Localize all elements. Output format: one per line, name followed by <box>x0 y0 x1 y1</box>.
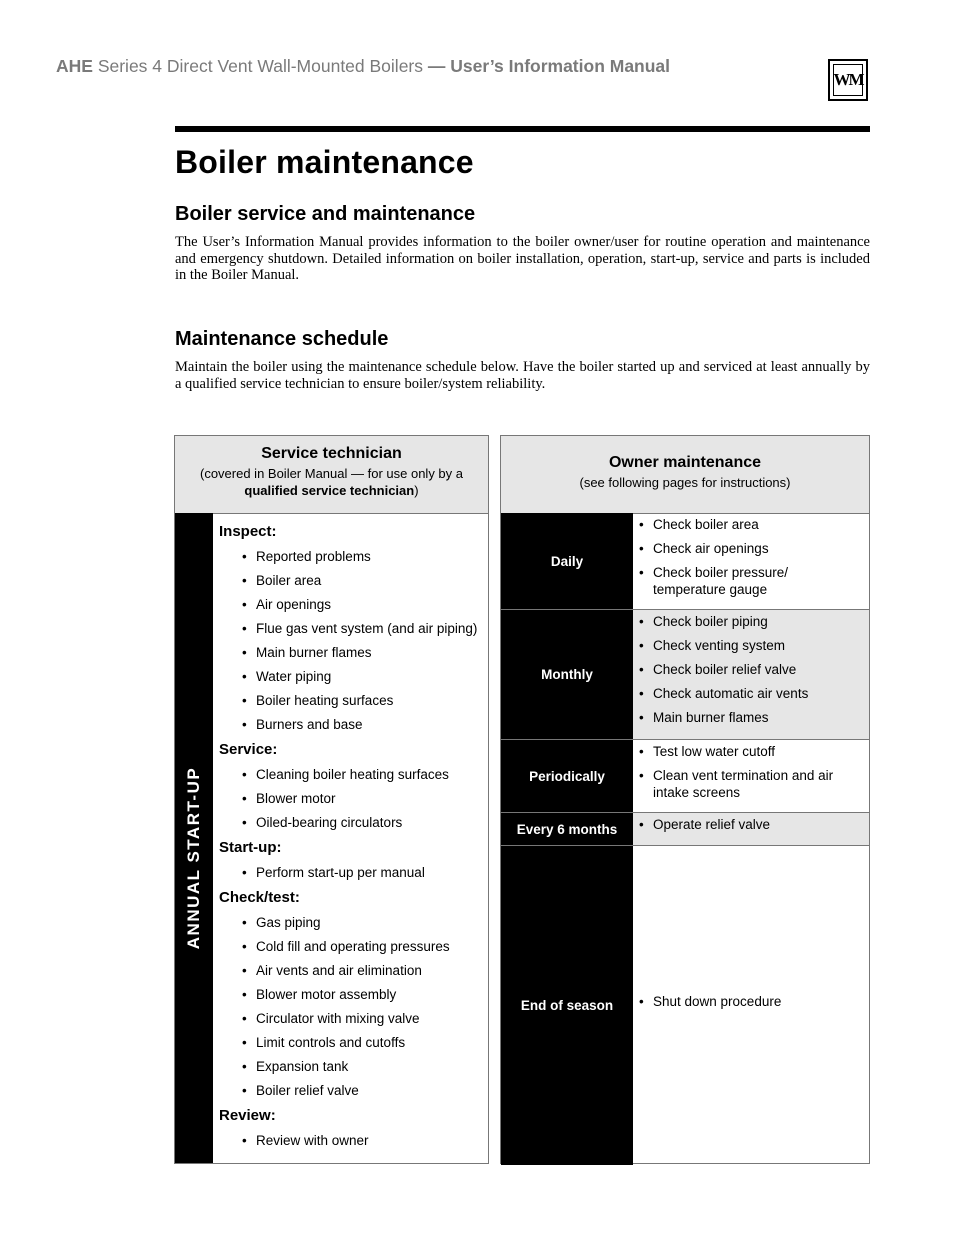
service-task-item: • Air openings <box>219 595 488 619</box>
owner-task-item: • Check boiler piping <box>633 614 869 631</box>
service-task-item: • Review with owner <box>219 1131 488 1155</box>
service-task-item: • Burners and base <box>219 715 488 739</box>
company-logo <box>828 59 868 101</box>
note-pre: (covered in Boiler Manual — for use only by a <box>199 466 463 481</box>
owner-maintenance-title: Owner maintenance <box>608 454 762 471</box>
owner-task-item: • Check air openings <box>633 541 869 558</box>
logo-mark: WM <box>833 64 863 96</box>
section-body-schedule: Maintain the boiler using the maintenance schedule below. Have the boiler started up and serviced at least annually by a qualified service technician to ensure boiler/system reliability. <box>175 359 870 392</box>
service-task-item: • Blower motor assembly <box>219 985 488 1009</box>
owner-task-item: • Operate relief valve <box>633 817 869 834</box>
service-task-item: • Cleaning boiler heating surfaces <box>219 765 488 789</box>
service-task-item: • Flue gas vent system (and air piping) <box>219 619 488 643</box>
owner-schedule-row <box>501 740 869 813</box>
owner-task-item: • Check automatic air vents <box>633 686 869 703</box>
service-technician-title: Service technician <box>261 445 402 462</box>
service-technician-table <box>174 435 489 1164</box>
owner-schedule-row <box>501 610 869 740</box>
owner-task-list <box>633 513 869 609</box>
service-section-title: Service: <box>219 741 278 758</box>
owner-task-item: • Main burner flames <box>633 710 869 727</box>
annual-startup-sidebar <box>175 513 213 1163</box>
section-heading-schedule: Maintenance schedule <box>175 328 389 350</box>
service-technician-header <box>175 436 488 514</box>
service-task-item: • Cold fill and operating pressures <box>219 937 488 961</box>
service-section-title: Check/test: <box>219 889 300 906</box>
owner-task-item: • Clean vent termination and air intake screens <box>633 768 869 801</box>
header-dash: — <box>427 56 446 76</box>
owner-task-list <box>633 740 869 812</box>
owner-maintenance-table <box>500 435 870 1164</box>
frequency-label: End of season <box>501 846 633 1165</box>
service-task-item: • Reported problems <box>219 547 488 571</box>
owner-task-item: • Check boiler pressure/ temperature gauge <box>633 565 869 598</box>
owner-schedule-row <box>501 846 869 1165</box>
service-task-item: • Boiler area <box>219 571 488 595</box>
owner-task-item: • Check venting system <box>633 638 869 655</box>
annual-startup-label: ANNUAL START-UP <box>184 766 203 950</box>
service-task-item: • Boiler heating surfaces <box>219 691 488 715</box>
frequency-label: Periodically <box>501 740 633 812</box>
owner-schedule-row <box>501 513 869 610</box>
service-task-item: • Blower motor <box>219 789 488 813</box>
frequency-label: Daily <box>501 513 633 609</box>
owner-task-item: • Test low water cutoff <box>633 744 869 761</box>
note-bold: qualified service technician <box>244 483 415 498</box>
service-section-title: Review: <box>219 1107 276 1124</box>
service-task-item: • Oiled-bearing circulators <box>219 813 488 837</box>
service-task-item: • Water piping <box>219 667 488 691</box>
running-header <box>56 56 816 77</box>
service-technician-note <box>175 465 488 499</box>
header-brand: AHE <box>56 56 93 76</box>
header-series: Series 4 Direct Vent Wall-Mounted Boilers <box>97 56 424 76</box>
service-task-item: • Air vents and air elimination <box>219 961 488 985</box>
owner-task-item: • Check boiler area <box>633 517 869 534</box>
section-heading-service: Boiler service and maintenance <box>175 203 476 225</box>
service-task-item: • Perform start-up per manual <box>219 863 488 887</box>
service-task-item: • Expansion tank <box>219 1057 488 1081</box>
service-task-item: • Gas piping <box>219 913 488 937</box>
frequency-label: Monthly <box>501 610 633 739</box>
section-body-service: The User’s Information Manual provides information to the boiler owner/user for routine operation and maintenance and emergency shutdown. Detailed information on boiler installation, operation, start-up, service and parts is included in the Boiler Manual. <box>175 234 870 283</box>
header-manual-title: User’s Information Manual <box>450 56 671 76</box>
owner-task-list <box>633 846 869 1165</box>
page-title: Boiler maintenance <box>175 144 474 180</box>
owner-task-item: • Check boiler relief valve <box>633 662 869 679</box>
title-rule <box>175 126 870 132</box>
service-section-title: Start-up: <box>219 839 282 856</box>
owner-task-list <box>633 813 869 845</box>
note-post: ) <box>414 483 419 498</box>
service-task-item: • Boiler relief valve <box>219 1081 488 1105</box>
service-task-list <box>219 521 488 1155</box>
owner-maintenance-note: (see following pages for instructions) <box>579 475 791 490</box>
service-section-title: Inspect: <box>219 523 277 540</box>
owner-schedule-row <box>501 813 869 846</box>
service-task-item: • Limit controls and cutoffs <box>219 1033 488 1057</box>
service-task-item: • Circulator with mixing valve <box>219 1009 488 1033</box>
owner-task-item: • Shut down procedure <box>633 994 869 1011</box>
frequency-label: Every 6 months <box>501 813 633 845</box>
service-task-item: • Main burner flames <box>219 643 488 667</box>
owner-maintenance-header <box>501 436 869 514</box>
owner-task-list <box>633 610 869 739</box>
